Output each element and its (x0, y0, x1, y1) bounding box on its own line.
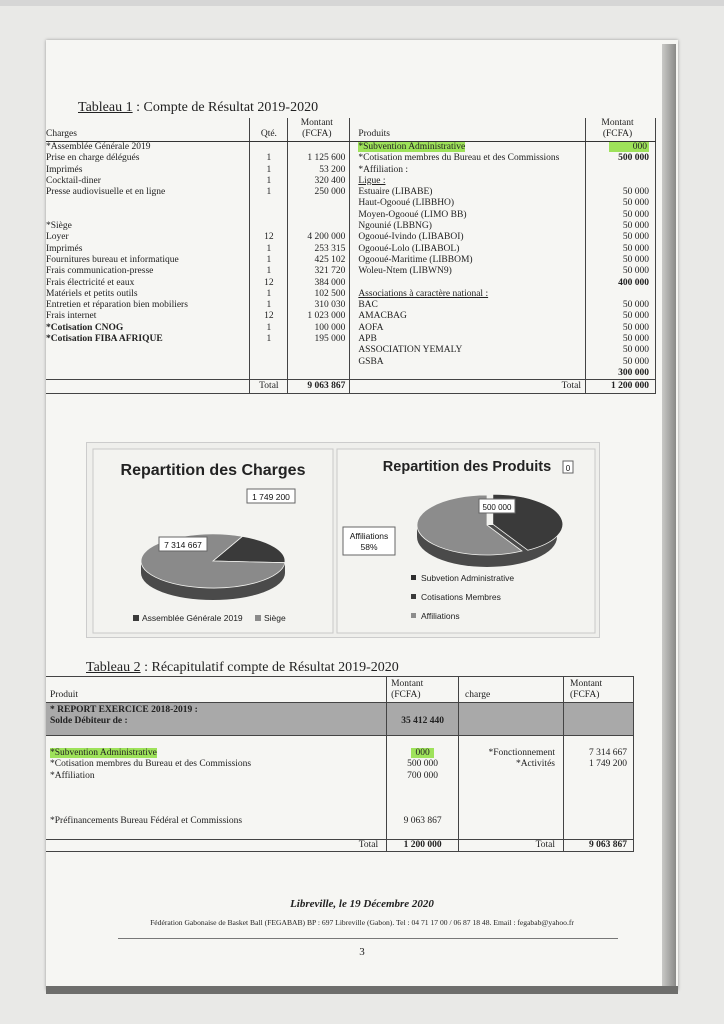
table1-row (46, 357, 656, 368)
produit-montant (586, 221, 656, 232)
charge-montant (288, 221, 350, 232)
table1-row (46, 345, 656, 356)
charts-panel (86, 442, 600, 638)
produit-label (350, 368, 586, 380)
charge-qte (250, 345, 288, 356)
table2-total-row (46, 840, 634, 852)
produit-label (350, 266, 586, 277)
produit-montant (586, 232, 656, 243)
table1-row (46, 334, 656, 345)
charge-qte: 12 (250, 311, 288, 322)
page-edge-shadow (662, 44, 676, 990)
t2-produit-subvention: *Subvention Administrative (50, 748, 157, 759)
table2-title-text: : Récapitulatif compte de Résultat 2019-2020 (140, 660, 399, 675)
charge-label: Fournitures bureau et informatique (46, 254, 179, 265)
produit-montant-text: 50 000 (622, 198, 649, 209)
produit-label-text: APB (358, 334, 377, 345)
charge-label (46, 357, 250, 368)
produit-label-text: Moyen-Ogooué (LIMO BB) (358, 209, 467, 220)
produit-montant-text: 50 000 (622, 254, 649, 265)
charge-montant: 100 000 (288, 323, 350, 334)
legend-swatch-cotisations (411, 594, 416, 599)
header-fcfa-p-label: (FCFA) (602, 129, 633, 139)
t2-produits-cell (46, 736, 387, 840)
t2-charges-cell (459, 736, 564, 840)
table1-row (46, 198, 656, 209)
produit-montant (586, 176, 656, 187)
charge-montant (288, 357, 350, 368)
charge-label (46, 368, 250, 380)
charge-label: Matériels et petits outils (46, 288, 138, 299)
t2-total-charges: 9 063 867 (564, 840, 634, 852)
charges-chart-title: Repartition des Charges (120, 462, 306, 479)
produit-montant-text: 50 000 (622, 232, 649, 243)
charge-montant (288, 210, 350, 221)
charge-label (46, 210, 250, 221)
charge-label: Frais électricité et eaux (46, 277, 135, 288)
table1-row (46, 255, 656, 266)
produit-montant-text: 50 000 (622, 266, 649, 277)
table2-recapitulatif (46, 676, 634, 852)
charge-label: Frais communication-presse (46, 266, 154, 277)
t2-header-montant-label: Montant (391, 679, 424, 689)
legend-label-affiliations: Affiliations (421, 611, 460, 621)
produit-label (350, 289, 586, 300)
table1-row (46, 165, 656, 176)
produit-montant-text: 400 000 (618, 277, 649, 288)
produit-montant (586, 198, 656, 209)
produit-montant (586, 187, 656, 198)
produit-montant (586, 300, 656, 311)
produit-label-text: Ligue : (358, 175, 386, 186)
table2-header-row (46, 677, 634, 703)
legend-label-subvention: Subvetion Administrative (421, 573, 515, 583)
produit-montant (586, 278, 656, 289)
charge-montant (288, 198, 350, 209)
charge-label: Entretien et réparation bien mobiliers (46, 300, 188, 311)
t2-header-fcfa-c-label: (FCFA) (570, 690, 600, 701)
charge-qte (250, 142, 288, 154)
table1-row (46, 266, 656, 277)
produit-montant-text: 50 000 (622, 221, 649, 232)
legend-label-cotisations: Cotisations Membres (421, 592, 501, 602)
produit-label (350, 187, 586, 198)
produit-label-text: *Subvention Administrative (358, 142, 466, 152)
total-label-produits: Total (350, 380, 586, 393)
header-qte: Qté. (250, 118, 288, 142)
total-charges: 9 063 867 (288, 380, 350, 393)
produit-label (350, 232, 586, 243)
charge-label: Frais internet (46, 311, 97, 322)
t2-montant-activites: 1 749 200 (589, 759, 627, 770)
t2-charge-activites: *Activités (515, 759, 555, 770)
charge-qte: 1 (250, 323, 288, 334)
report-line1: * REPORT EXERCICE 2018-2019 : (50, 704, 198, 715)
produit-montant-text: 50 000 (622, 356, 649, 367)
charge-qte: 1 (250, 334, 288, 345)
charge-qte: 1 (250, 153, 288, 164)
t2-charges-montants-cell (564, 736, 634, 840)
charge-qte: 1 (250, 187, 288, 198)
footer-city-date: Libreville, le 19 Décembre 2020 (290, 898, 434, 910)
produit-label (350, 357, 586, 368)
t2-produit-affiliation: *Affiliation (50, 770, 95, 781)
charge-label: Cocktail-diner (46, 175, 101, 186)
legend-label-siege: Siège (264, 613, 286, 623)
produit-montant (586, 345, 656, 356)
produit-label-text: Haut-Ogooué (LIBBHO) (358, 198, 455, 209)
charge-qte (250, 357, 288, 368)
charge-montant: 195 000 (288, 334, 350, 345)
produit-montant (586, 153, 656, 164)
charge-montant: 310 030 (288, 300, 350, 311)
produit-montant-text: 50 000 (622, 311, 649, 322)
t2-header-charge: charge (459, 677, 564, 703)
produit-montant (586, 142, 656, 154)
produit-label-text: Associations à caractère national : (358, 288, 489, 299)
produit-montant-text: 50 000 (622, 187, 649, 198)
header-montant-label: Montant (300, 118, 333, 128)
charge-montant: 320 400 (288, 176, 350, 187)
produit-label (350, 210, 586, 221)
header-produits: Produits (350, 118, 586, 142)
produit-label (350, 323, 586, 334)
table1-body (46, 142, 656, 380)
produit-montant (586, 266, 656, 277)
charge-label: Imprimés (46, 243, 83, 254)
t2-charge-fonctionnement: *Fonctionnement (488, 748, 555, 759)
produit-montant (586, 255, 656, 266)
table1-row (46, 221, 656, 232)
table2-body-row (46, 736, 634, 840)
charts-svg (87, 443, 601, 639)
charge-qte: 1 (250, 266, 288, 277)
charge-montant: 1 125 600 (288, 153, 350, 164)
charge-label: Imprimés (46, 164, 83, 175)
t2-montant-subvention: 000 (411, 748, 433, 758)
header-montant (288, 118, 350, 142)
charge-montant: 321 720 (288, 266, 350, 277)
produit-label-text: Ogooué-Lolo (LIBABOL) (358, 243, 460, 254)
table1-row (46, 232, 656, 243)
report-value: 35 412 440 (387, 702, 459, 736)
t2-montant-cotisation: 500 000 (407, 759, 439, 770)
produit-montant-text: 300 000 (618, 367, 649, 378)
produit-montant-text: 50 000 (622, 243, 649, 254)
charge-montant: 384 000 (288, 278, 350, 289)
table1-row (46, 176, 656, 187)
produit-label (350, 345, 586, 356)
produit-label (350, 142, 586, 154)
table1-title-number: Tableau 1 (78, 100, 133, 115)
table1-row (46, 142, 656, 154)
table1-row (46, 187, 656, 198)
charge-qte: 1 (250, 289, 288, 300)
produit-label-text: AMACBAG (358, 311, 407, 322)
report-exercice-row (46, 702, 634, 736)
charge-label: Loyer (46, 232, 69, 243)
produit-label-text: BAC (358, 300, 378, 311)
charge-qte (250, 210, 288, 221)
charge-montant: 53 200 (288, 165, 350, 176)
charge-montant (288, 345, 350, 356)
produit-montant (586, 368, 656, 380)
charge-qte: 12 (250, 232, 288, 243)
produit-montant-text: 000 (609, 142, 649, 152)
charge-montant (288, 368, 350, 380)
charge-qte: 1 (250, 300, 288, 311)
charge-label (46, 198, 250, 209)
table1-row (46, 289, 656, 300)
produit-label-text: Ngounié (LBBNG) (358, 221, 432, 232)
page-bottom-shadow (46, 986, 678, 994)
produit-montant-text: 50 000 (622, 209, 649, 220)
produit-montant-text: 50 000 (622, 345, 649, 356)
produit-label (350, 176, 586, 187)
t2-montant-prefinancement: 9 063 867 (403, 815, 442, 826)
table1-total-row (46, 380, 656, 393)
t2-montant-fonctionnement: 7 314 667 (589, 748, 627, 759)
produit-label-text: AOFA (358, 322, 384, 333)
produit-montant-text: 500 000 (618, 153, 649, 164)
legend-swatch-affiliations (411, 613, 416, 618)
report-line2: Solde Débiteur de : (50, 715, 128, 726)
charge-label: *Cotisation FIBA AFRIQUE (46, 334, 163, 345)
produit-montant (586, 311, 656, 322)
produit-label-text: ASSOCIATION YEMALY (358, 345, 463, 356)
produit-label (350, 334, 586, 345)
produit-label-text: *Affiliation : (358, 164, 409, 175)
table1-row (46, 153, 656, 164)
table1-title-text: : Compte de Résultat 2019-2020 (132, 100, 319, 115)
t2-header-produit: Produit (46, 677, 387, 703)
legend-swatch-assemblee (133, 615, 139, 621)
charge-qte: 1 (250, 165, 288, 176)
produits-chart-title: Repartition des Produits (382, 459, 552, 475)
charge-montant: 425 102 (288, 255, 350, 266)
charges-data-label-siege: 7 314 667 (164, 540, 202, 550)
t2-header-fcfa-label: (FCFA) (391, 690, 421, 701)
charge-label (46, 345, 250, 356)
charge-montant: 4 200 000 (288, 232, 350, 243)
footer-address: Fédération Gabonaise de Basket Ball (FEGABAB) BP : 697 Libreville (Gabon). Tel : 04 71 17 00 / 06 87 18 48. Email : fegabab@yahoo.fr (150, 918, 574, 927)
t2-total-label-charges: Total (459, 840, 564, 852)
produits-data-label-cotisations: 500 000 (482, 503, 512, 512)
charge-montant: 253 315 (288, 244, 350, 255)
table1-row (46, 278, 656, 289)
table1-title (78, 100, 318, 116)
produits-data-label-percent: 58% (360, 542, 378, 552)
produit-montant (586, 289, 656, 300)
table1-row (46, 210, 656, 221)
legend-label-assemblee: Assemblée Générale 2019 (142, 613, 243, 623)
table1-row (46, 368, 656, 380)
table1-row (46, 300, 656, 311)
produit-montant (586, 357, 656, 368)
t2-produits-montants-cell (387, 736, 459, 840)
charge-qte (250, 221, 288, 232)
produit-montant (586, 334, 656, 345)
table1-row (46, 244, 656, 255)
charge-qte (250, 198, 288, 209)
produit-label (350, 244, 586, 255)
charge-qte: 1 (250, 255, 288, 266)
charge-montant: 250 000 (288, 187, 350, 198)
produit-label (350, 221, 586, 232)
table1-row (46, 323, 656, 334)
produit-montant (586, 210, 656, 221)
legend-swatch-siege (255, 615, 261, 621)
table2-title-number: Tableau 2 (86, 660, 141, 675)
report-montant-empty (564, 702, 634, 736)
charge-qte: 12 (250, 278, 288, 289)
charge-label: *Assemblée Générale 2019 (46, 142, 151, 152)
produit-montant (586, 244, 656, 255)
top-bar (0, 0, 724, 6)
produit-label (350, 300, 586, 311)
produit-label-text: Ogooué-Ivindo (LIBABOI) (358, 232, 464, 243)
produit-label (350, 311, 586, 322)
total-produits: 1 200 000 (586, 380, 656, 393)
t2-header-montant-charge (564, 677, 634, 703)
produits-data-label-affiliations: Affiliations (349, 531, 389, 541)
produit-montant-text: 50 000 (622, 300, 649, 311)
produit-label (350, 278, 586, 289)
total-label-charges: Total (250, 380, 288, 393)
page-number: 3 (359, 946, 365, 958)
charge-label: *Siège (46, 221, 72, 232)
t2-prefinancement: *Préfinancements Bureau Fédéral et Commissions (50, 815, 243, 826)
table2-title (86, 660, 399, 676)
header-montant-p-label: Montant (601, 118, 634, 128)
header-charges: Charges (46, 118, 250, 142)
header-montant-produits (586, 118, 656, 142)
header-fcfa-label: (FCFA) (302, 129, 332, 139)
footer-divider (118, 938, 618, 939)
produit-montant-text: 50 000 (622, 334, 649, 345)
produit-label-text: *Cotisation membres du Bureau et des Commissions (358, 153, 560, 164)
t2-header-montant (387, 677, 459, 703)
produit-label-text: GSBA (358, 356, 384, 367)
total-spacer (46, 380, 250, 393)
charge-montant: 102 500 (288, 289, 350, 300)
legend-swatch-subvention (411, 575, 416, 580)
produit-label (350, 165, 586, 176)
produit-label-text: Estuaire (LIBABE) (358, 187, 433, 198)
table1-row (46, 311, 656, 322)
report-charge-empty (459, 702, 564, 736)
t2-header-montant-c-label: Montant (570, 679, 603, 689)
charge-montant (288, 142, 350, 154)
produit-label (350, 198, 586, 209)
charge-label: Presse audiovisuelle et en ligne (46, 187, 166, 198)
charge-qte: 1 (250, 244, 288, 255)
t2-produit-cotisation: *Cotisation membres du Bureau et des Commissions (50, 759, 252, 770)
t2-total-produits: 1 200 000 (387, 840, 459, 852)
charge-montant: 1 023 000 (288, 311, 350, 322)
charges-data-label-assemblee: 1 749 200 (252, 492, 290, 502)
report-label (46, 702, 387, 736)
produit-montant-text: 50 000 (622, 322, 649, 333)
produit-montant (586, 323, 656, 334)
t2-total-label-produits: Total (46, 840, 387, 852)
charge-label: *Cotisation CNOG (46, 322, 124, 333)
t2-montant-affiliation: 700 000 (407, 770, 439, 781)
charge-qte: 1 (250, 176, 288, 187)
produit-label-text: Woleu-Ntem (LIBWN9) (358, 266, 452, 277)
produit-montant (586, 165, 656, 176)
produit-label (350, 153, 586, 164)
charge-qte (250, 368, 288, 380)
produit-label (350, 255, 586, 266)
table1-compte-de-resultat (46, 118, 656, 394)
produit-label-text: Ogooué-Maritime (LIBBOM) (358, 254, 473, 265)
produits-data-label-subvention: 0 (565, 464, 571, 473)
charge-label: Prise en charge délégués (46, 153, 140, 164)
